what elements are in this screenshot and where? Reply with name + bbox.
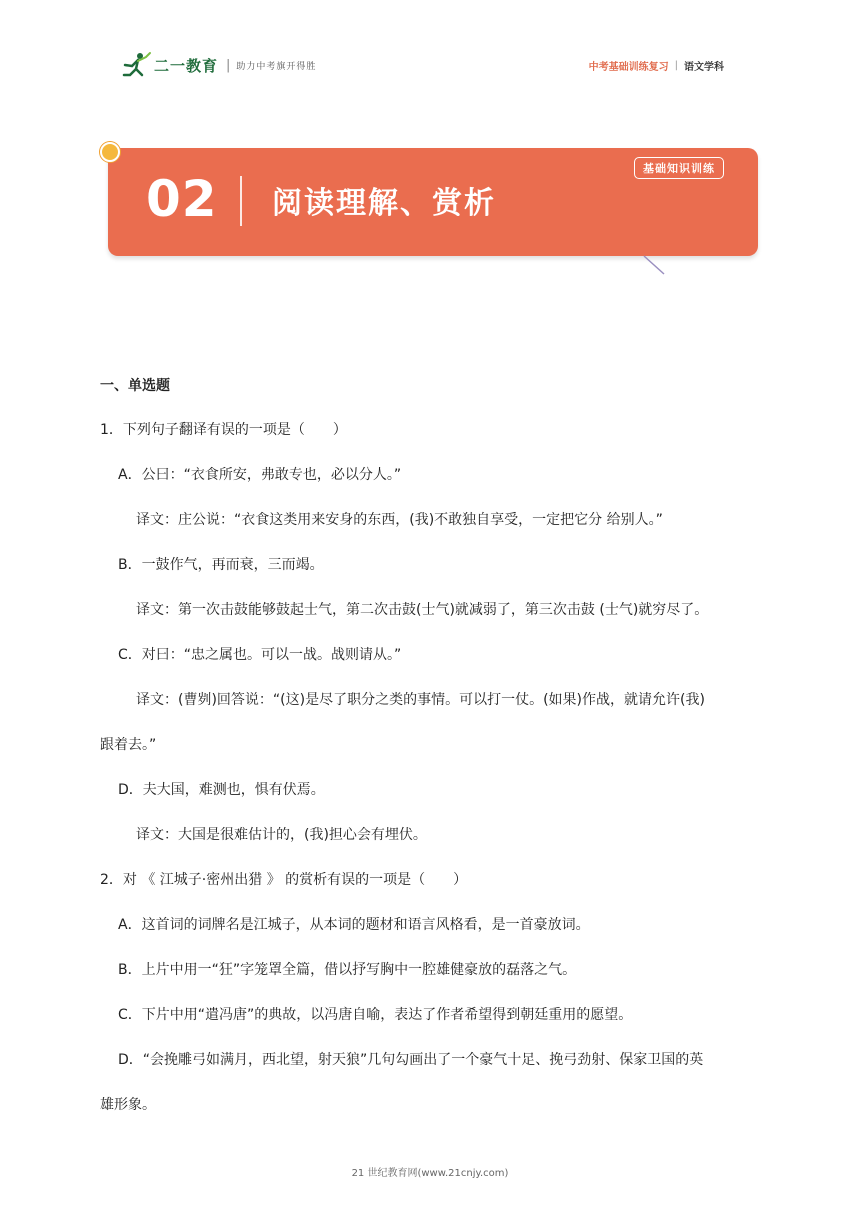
option-d: D．“会挽雕弓如满月，西北望，射天狼”几句勾画出了一个豪气十足、挽弓劲射、保家卫国的英 — [118, 1052, 704, 1068]
banner-tail-decoration — [640, 254, 670, 278]
option-d: D．夫大国，难测也，惧有伏焉。 — [118, 782, 325, 798]
course-name: 中考基础训练复习 — [588, 62, 669, 73]
banner-divider — [240, 176, 242, 226]
brand-slogan: 助力中考旗开得胜 — [236, 61, 317, 72]
option-c: C．下片中用“遣冯唐”的典故，以冯唐自喻，表达了作者希望得到朝廷重用的愿望。 — [118, 1007, 633, 1023]
option-c: C．对曰：“忠之属也。可以一战。战则请从。” — [118, 647, 402, 663]
header-course-info — [589, 58, 724, 73]
brand-name: 二一教育 — [154, 56, 219, 75]
option-a-translation: 译文：庄公说：“衣食这类用来安身的东西，(我)不敢独自享受，一定把它分 给别人。” — [136, 512, 663, 528]
brand-logo[interactable] — [120, 50, 316, 80]
option-b-translation: 译文：第一次击鼓能够鼓起士气，第二次击鼓(士气)就减弱了，第三次击鼓 (士气)就穷尽了。 — [136, 602, 709, 618]
chapter-number: 02 — [146, 170, 218, 228]
option-c-translation: 译文：(曹刿)回答说：“(这)是尽了职分之类的事情。可以打一仗。(如果)作战，就请允许(我) — [136, 692, 705, 708]
option-b: B．上片中用一“狂”字笼罩全篇，借以抒写胸中一腔雄健豪放的磊落之气。 — [118, 962, 577, 978]
option-a: A．这首词的词牌名是江城子，从本词的题材和语言风格看，是一首豪放词。 — [118, 917, 590, 933]
header-separator: | — [674, 60, 678, 71]
runner-logo-icon — [120, 51, 152, 79]
banner-dot-decoration — [100, 142, 120, 162]
subject-name: 语文学科 — [684, 62, 724, 73]
question-stem: 1．下列句子翻译有误的一项是（ ） — [100, 422, 347, 438]
training-tag-badge: 基础知识训练 — [634, 157, 724, 179]
question-stem: 2．对 《 江城子·密州出猎 》 的赏析有误的一项是（ ） — [100, 872, 468, 888]
option-d-continued: 雄形象。 — [100, 1097, 156, 1113]
page-header — [0, 0, 860, 100]
option-d-translation: 译文：大国是很难估计的，(我)担心会有埋伏。 — [136, 827, 427, 843]
section-title: 一、单选题 — [100, 378, 170, 394]
chapter-title: 阅读理解、赏析 — [272, 186, 496, 221]
brand-separator: | — [226, 57, 231, 73]
option-b: B．一鼓作气，再而衰，三而竭。 — [118, 557, 324, 573]
option-a: A．公曰：“衣食所安，弗敢专也，必以分人。” — [118, 467, 402, 483]
page-footer: 21 世纪教育网(www.21cnjy.com) — [351, 1168, 509, 1179]
option-c-translation-continued: 跟着去。” — [100, 737, 157, 753]
